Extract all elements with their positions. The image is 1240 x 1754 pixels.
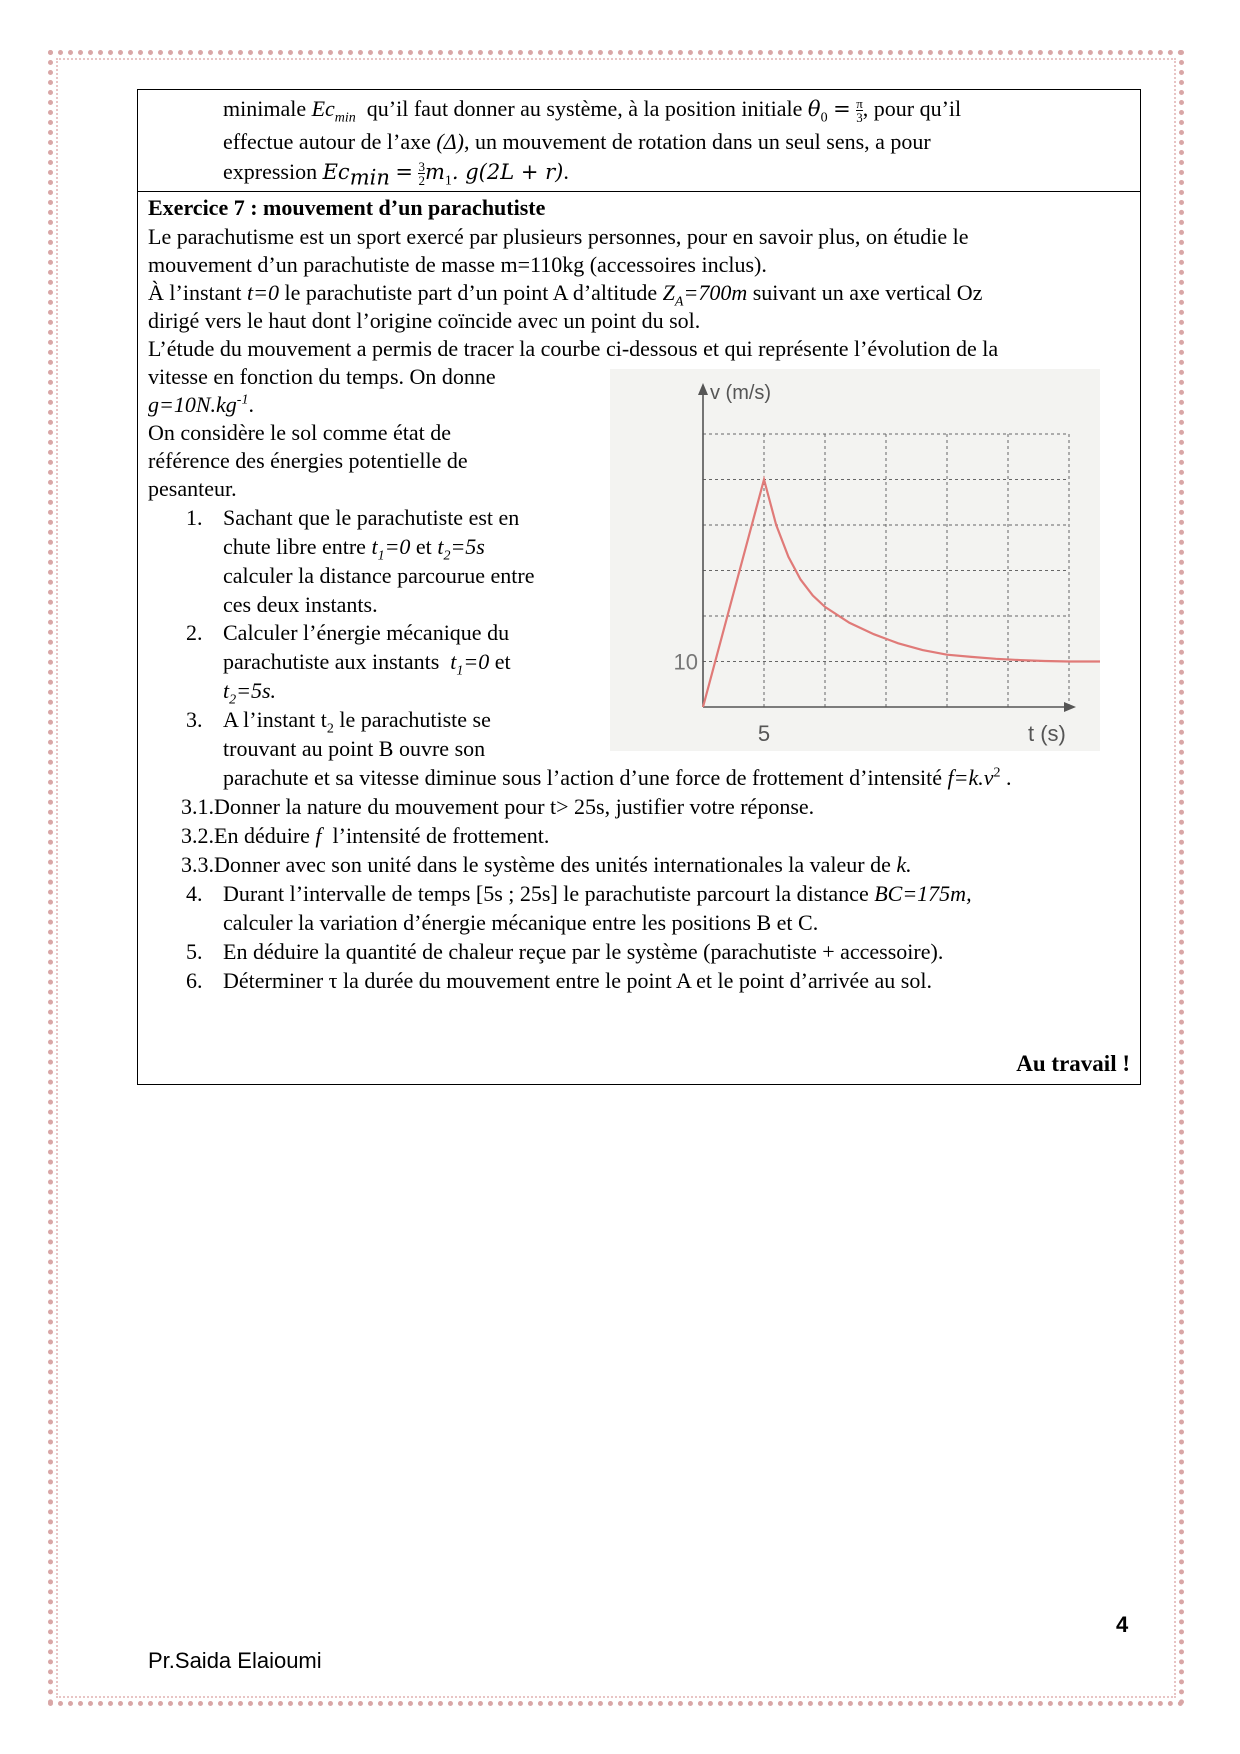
question-line: 3.3.Donner avec son unité dans le système des unités internationales la valeur de k. [181,852,912,877]
velocity-chart-svg [610,369,1100,751]
x-axis-label: t (s) [1028,721,1066,746]
question-line: Calculer l’énergie mécanique du [223,620,510,645]
question-line: En déduire la quantité de chaleur reçue par le système (parachutiste + accessoire). [223,939,944,964]
prev-line-2: effectue autour de l’axe (Δ), un mouvement de rotation dans un seul sens, a pour [223,129,931,154]
question-line: 3.1.Donner la nature du mouvement pour t> 25s, justifier votre réponse. [181,794,815,819]
question-number: 4. [186,881,203,906]
question-line: parachute et sa vitesse diminue sous l’action d’une force de frottement d’intensité $f=k.v^2$ . [223,765,1012,790]
page-number: 4 [1116,1612,1129,1637]
paragraph-line: $g=10N.kg^{-1}$. [148,392,254,417]
y-tick-label: 10 [673,649,698,675]
question-line: calculer la distance parcourue entre [223,563,535,588]
paragraph-line: pesanteur. [148,476,237,501]
question-number: 5. [186,939,203,964]
question-line: trouvant au point B ouvre son [223,736,486,761]
question-line: chute libre entre $t_1=0$ et $t_2=5s$ [223,534,485,564]
paragraph-line: référence des énergies potentielle de [148,448,468,473]
question-line: parachutiste aux instants $t_1=0$ et [223,649,511,679]
author-footer: Pr.Saida Elaioumi [148,1648,322,1673]
y-axis-arrow [698,383,708,395]
question-line: 3.2.En déduire f l’intensité de frottement. [181,823,550,848]
paragraph-line: On considère le sol comme état de [148,420,452,445]
question-line: Sachant que le parachutiste est en [223,505,520,530]
y-axis-label: v (m/s) [710,382,772,404]
paragraph-line: L’étude du mouvement a permis de tracer la courbe ci-dessous et qui représente l’évolution de la [148,336,999,361]
chart-axes [698,383,1076,712]
chart-grid [703,434,1069,707]
question-line: A l’instant $t_2$ le parachutiste se [223,707,491,737]
question-line: calculer la variation d’énergie mécanique entre les positions B et C. [223,910,819,935]
x-axis-arrow [1064,702,1076,712]
question-line: ces deux instants. [223,592,378,617]
question-line: Déterminer τ la durée du mouvement entre le point A et le point d’arrivée au sol. [223,968,932,993]
question-number: 1. [186,505,203,530]
velocity-curve [703,480,1100,708]
prev-line-3: expression $Ec_{min}$ = $\frac{3}{2}$ $m_1$. g(2L + r). [223,159,569,190]
question-number: 3. [186,707,203,732]
question-number: 2. [186,620,203,645]
paragraph-line: mouvement d’un parachutiste de masse m=110kg (accessoires inclus). [148,252,767,277]
closing-text: Au travail ! [1016,1051,1130,1076]
prev-line-1: minimale $Ec_{min}$ qu’il faut donner au système, à la position initiale $\theta_0$ = $\frac{\pi}{3}$ , pour qu’il [223,96,962,126]
paragraph-line: À l’instant t=0 le parachutiste part d’un point A d’altitude $Z_A=700m$ suivant un axe vertical Oz [148,280,983,310]
question-line: Durant l’intervalle de temps [5s ; 25s] le parachutiste parcourt la distance BC=175m, [223,881,972,906]
paragraph-line: dirigé vers le haut dont l’origine coïncide avec un point du sol. [148,308,701,333]
x-tick-label: 5 [757,721,771,746]
velocity-chart [610,369,1100,751]
question-line: $t_2=5s$. [223,678,277,708]
paragraph-line: vitesse en fonction du temps. On donne [148,364,496,389]
exercise-title: Exercice 7 : mouvement d’un parachutiste [148,195,546,220]
paragraph-line: Le parachutisme est un sport exercé par plusieurs personnes, pour en savoir plus, on étudie le [148,224,969,249]
question-number: 6. [186,968,203,993]
